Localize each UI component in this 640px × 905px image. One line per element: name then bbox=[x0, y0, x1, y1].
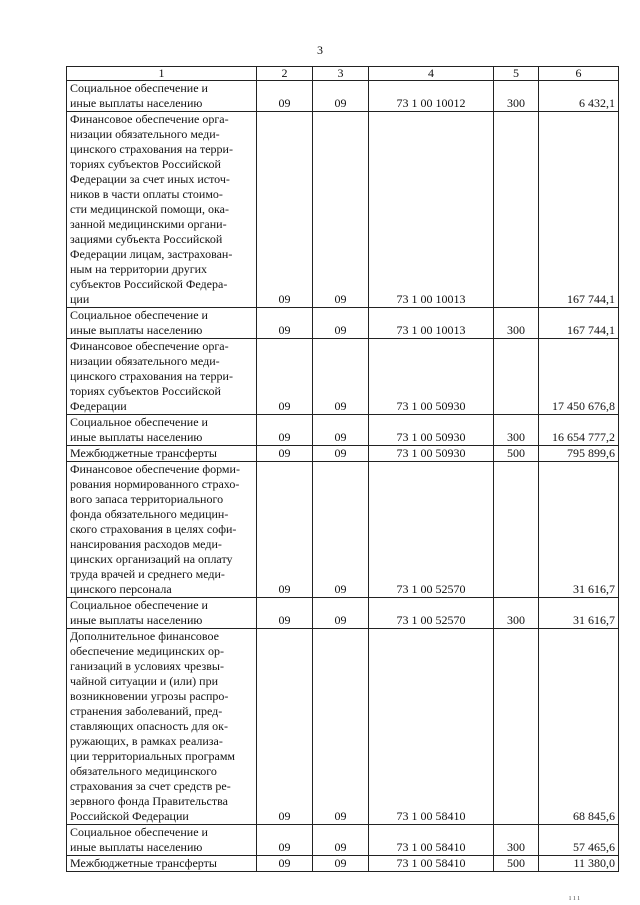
target-article-code-cell: 73 1 00 50930 bbox=[369, 339, 494, 415]
target-article-code-cell: 73 1 00 58410 bbox=[369, 825, 494, 856]
section-code-cell: 09 bbox=[257, 446, 313, 462]
table-row bbox=[67, 598, 619, 629]
section-code-cell: 09 bbox=[257, 308, 313, 339]
amount-cell: 167 744,1 bbox=[539, 308, 619, 339]
table-row bbox=[67, 462, 619, 598]
expense-type-code-cell: 300 bbox=[494, 415, 539, 446]
section-code-cell: 09 bbox=[257, 629, 313, 825]
expense-name-cell: Социальное обеспечение и иные выплаты населению bbox=[67, 825, 257, 856]
table-row bbox=[67, 308, 619, 339]
table-row bbox=[67, 415, 619, 446]
table-row bbox=[67, 446, 619, 462]
amount-cell: 31 616,7 bbox=[539, 598, 619, 629]
target-article-code-cell: 73 1 00 10013 bbox=[369, 112, 494, 308]
expense-type-code-cell bbox=[494, 462, 539, 598]
corner-mark: ı ı ı bbox=[569, 893, 580, 902]
subsection-code-cell: 09 bbox=[313, 825, 369, 856]
subsection-code-cell: 09 bbox=[313, 629, 369, 825]
expense-type-code-cell: 300 bbox=[494, 825, 539, 856]
target-article-code-cell: 73 1 00 58410 bbox=[369, 856, 494, 872]
amount-cell: 11 380,0 bbox=[539, 856, 619, 872]
target-article-code-cell: 73 1 00 10012 bbox=[369, 81, 494, 112]
section-code-cell: 09 bbox=[257, 825, 313, 856]
subsection-code-cell: 09 bbox=[313, 81, 369, 112]
expense-name-cell: Дополнительное финансовое обеспечение медицинских ор- ганизаций в условиях чрезвы- чайной ситуации и (или) при возникновении угрозы распро- странения заболеваний, пред- ставляющих опасность для ок- ружающих, в рамках реализа- ции территориальных программ обязательного медицинского страхования за счет средств ре- зервного фонда Правительства Российской Федерации bbox=[67, 629, 257, 825]
amount-cell: 68 845,6 bbox=[539, 629, 619, 825]
expense-type-code-cell bbox=[494, 339, 539, 415]
header-cell-5: 5 bbox=[494, 67, 539, 81]
expense-name-cell: Финансовое обеспечение форми- рования нормированного страхо- вого запаса территориального фонда обязательного медицин- ского страхования в целях софи- нансирования расходов меди- цинских организаций на оплату труда врачей и среднего меди- цинского персонала bbox=[67, 462, 257, 598]
expense-type-code-cell: 300 bbox=[494, 308, 539, 339]
page-number: 3 bbox=[317, 43, 323, 57]
amount-cell: 16 654 777,2 bbox=[539, 415, 619, 446]
expense-type-code-cell bbox=[494, 112, 539, 308]
header-cell-3: 3 bbox=[313, 67, 369, 81]
subsection-code-cell: 09 bbox=[313, 598, 369, 629]
subsection-code-cell: 09 bbox=[313, 462, 369, 598]
expense-type-code-cell: 300 bbox=[494, 598, 539, 629]
section-code-cell: 09 bbox=[257, 598, 313, 629]
table-row bbox=[67, 339, 619, 415]
header-cell-4: 4 bbox=[369, 67, 494, 81]
expense-type-code-cell bbox=[494, 629, 539, 825]
subsection-code-cell: 09 bbox=[313, 856, 369, 872]
section-code-cell: 09 bbox=[257, 415, 313, 446]
target-article-code-cell: 73 1 00 52570 bbox=[369, 598, 494, 629]
section-code-cell: 09 bbox=[257, 112, 313, 308]
expense-name-cell: Социальное обеспечение и иные выплаты населению bbox=[67, 598, 257, 629]
amount-cell: 795 899,6 bbox=[539, 446, 619, 462]
table-row bbox=[67, 825, 619, 856]
subsection-code-cell: 09 bbox=[313, 308, 369, 339]
target-article-code-cell: 73 1 00 10013 bbox=[369, 308, 494, 339]
target-article-code-cell: 73 1 00 58410 bbox=[369, 629, 494, 825]
table-row bbox=[67, 856, 619, 872]
section-code-cell: 09 bbox=[257, 856, 313, 872]
section-code-cell: 09 bbox=[257, 339, 313, 415]
expense-type-code-cell: 300 bbox=[494, 81, 539, 112]
subsection-code-cell: 09 bbox=[313, 446, 369, 462]
expense-type-code-cell: 500 bbox=[494, 446, 539, 462]
section-code-cell: 09 bbox=[257, 81, 313, 112]
target-article-code-cell: 73 1 00 50930 bbox=[369, 446, 494, 462]
amount-cell: 31 616,7 bbox=[539, 462, 619, 598]
target-article-code-cell: 73 1 00 52570 bbox=[369, 462, 494, 598]
expense-name-cell: Финансовое обеспечение орга- низации обязательного меди- цинского страхования на терри- ториях субъектов Российской Федерации за счет иных источ- ников в части оплаты стоимо- сти медицинской помощи, ока- занной медицинскими органи- зациями субъекта Российской Федерации лицам, застрахован- ным на территории других субъектов Российской Федера- ции bbox=[67, 112, 257, 308]
header-cell-1: 1 bbox=[67, 67, 257, 81]
expense-name-cell: Межбюджетные трансферты bbox=[67, 446, 257, 462]
expense-name-cell: Социальное обеспечение и иные выплаты населению bbox=[67, 81, 257, 112]
expense-name-cell: Межбюджетные трансферты bbox=[67, 856, 257, 872]
amount-cell: 57 465,6 bbox=[539, 825, 619, 856]
expense-name-cell: Социальное обеспечение и иные выплаты населению bbox=[67, 308, 257, 339]
header-cell-2: 2 bbox=[257, 67, 313, 81]
expense-name-cell: Финансовое обеспечение орга- низации обязательного меди- цинского страхования на терри- ториях субъектов Российской Федерации bbox=[67, 339, 257, 415]
section-code-cell: 09 bbox=[257, 462, 313, 598]
table-row bbox=[67, 81, 619, 112]
amount-cell: 17 450 676,8 bbox=[539, 339, 619, 415]
table-row bbox=[67, 629, 619, 825]
table-header-row bbox=[67, 67, 619, 81]
subsection-code-cell: 09 bbox=[313, 339, 369, 415]
header-cell-6: 6 bbox=[539, 67, 619, 81]
target-article-code-cell: 73 1 00 50930 bbox=[369, 415, 494, 446]
expense-type-code-cell: 500 bbox=[494, 856, 539, 872]
amount-cell: 167 744,1 bbox=[539, 112, 619, 308]
budget-table bbox=[66, 66, 619, 872]
amount-cell: 6 432,1 bbox=[539, 81, 619, 112]
expense-name-cell: Социальное обеспечение и иные выплаты населению bbox=[67, 415, 257, 446]
subsection-code-cell: 09 bbox=[313, 415, 369, 446]
table-row bbox=[67, 112, 619, 308]
subsection-code-cell: 09 bbox=[313, 112, 369, 308]
